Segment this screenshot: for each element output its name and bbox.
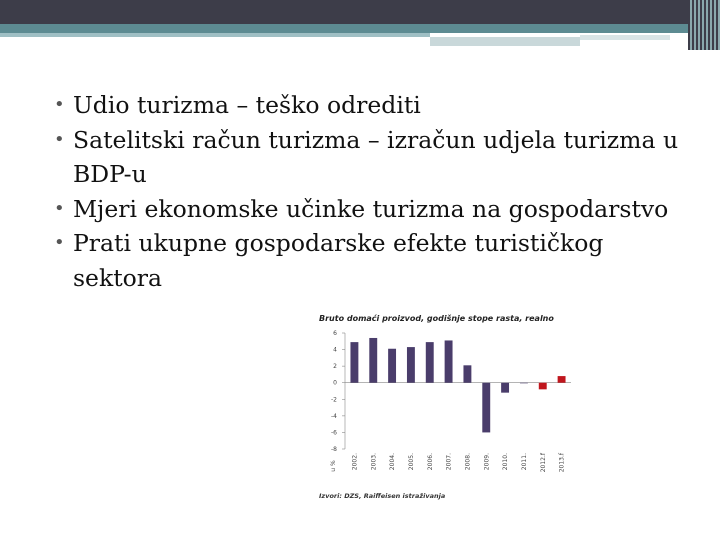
bullet-text: Satelitski račun turizma – izračun udjela turizma u BDP-u — [73, 125, 679, 188]
header-bar — [0, 0, 720, 24]
bullet-item — [52, 226, 692, 295]
y-tick-label: -6 — [331, 429, 337, 437]
bullet-item — [52, 123, 692, 192]
header-decoration-stripes — [688, 0, 720, 50]
y-tick-label: 6 — [333, 330, 337, 337]
x-tick-label: 2009. — [483, 453, 491, 471]
y-tick-label: 0 — [333, 379, 337, 387]
bar — [520, 383, 528, 384]
chart-plot-area — [330, 330, 571, 472]
bullet-dot-icon: • — [54, 197, 65, 219]
bullet-item — [52, 192, 692, 227]
bar — [539, 383, 547, 390]
bar — [482, 383, 490, 433]
gdp-growth-chart — [313, 312, 573, 512]
chart-title: Bruto domaći proizvod, godišnje stope rasta, realno — [319, 314, 554, 323]
bullet-dot-icon: • — [54, 94, 65, 115]
bullet-item — [52, 88, 692, 123]
x-tick-label: 2004. — [389, 453, 397, 471]
bar — [426, 342, 434, 383]
bullet-list — [52, 88, 692, 295]
bar — [558, 376, 566, 383]
bar — [463, 365, 471, 382]
header-accent-stripe-pale — [580, 35, 670, 40]
bar — [407, 347, 415, 383]
bar — [501, 383, 509, 393]
x-tick-label: 2011. — [520, 453, 528, 471]
bar — [388, 349, 396, 383]
chart-source: Izvori: DZS, Raiffeisen istraživanja — [319, 492, 446, 500]
x-tick-label: 2010. — [502, 453, 510, 471]
bar — [350, 342, 358, 383]
header-accent-stripe-grey — [430, 37, 580, 46]
bar — [369, 338, 377, 383]
header-accent-stripe-light — [0, 33, 430, 37]
y-tick-label: -4 — [331, 412, 337, 420]
bullet-dot-icon: • — [54, 128, 65, 150]
x-tick-label: 2012.f — [539, 453, 547, 473]
x-tick-label: 2005. — [407, 453, 415, 471]
bullet-text: Mjeri ekonomske učinke turizma na gospodarstvo — [73, 194, 669, 223]
bullet-dot-icon: • — [54, 232, 65, 253]
x-tick-label: 2003. — [370, 453, 378, 471]
y-unit-label: u % — [330, 460, 337, 472]
bullet-text: Udio turizma – teško odrediti — [73, 91, 421, 119]
x-tick-label: 2007. — [445, 453, 453, 471]
x-tick-label: 2006. — [426, 453, 434, 471]
y-tick-label: -8 — [331, 446, 337, 453]
bullet-text: Prati ukupne gospodarske efekte turističkog sektora — [73, 229, 604, 292]
y-tick-label: 4 — [333, 346, 337, 354]
x-tick-label: 2008. — [464, 453, 472, 471]
x-tick-label: 2013.f — [558, 453, 566, 473]
header-accent-stripe — [0, 24, 720, 33]
x-tick-label: 2002. — [351, 453, 359, 471]
y-tick-label: 2 — [333, 363, 337, 371]
bar — [445, 340, 453, 382]
y-tick-label: -2 — [331, 396, 337, 404]
